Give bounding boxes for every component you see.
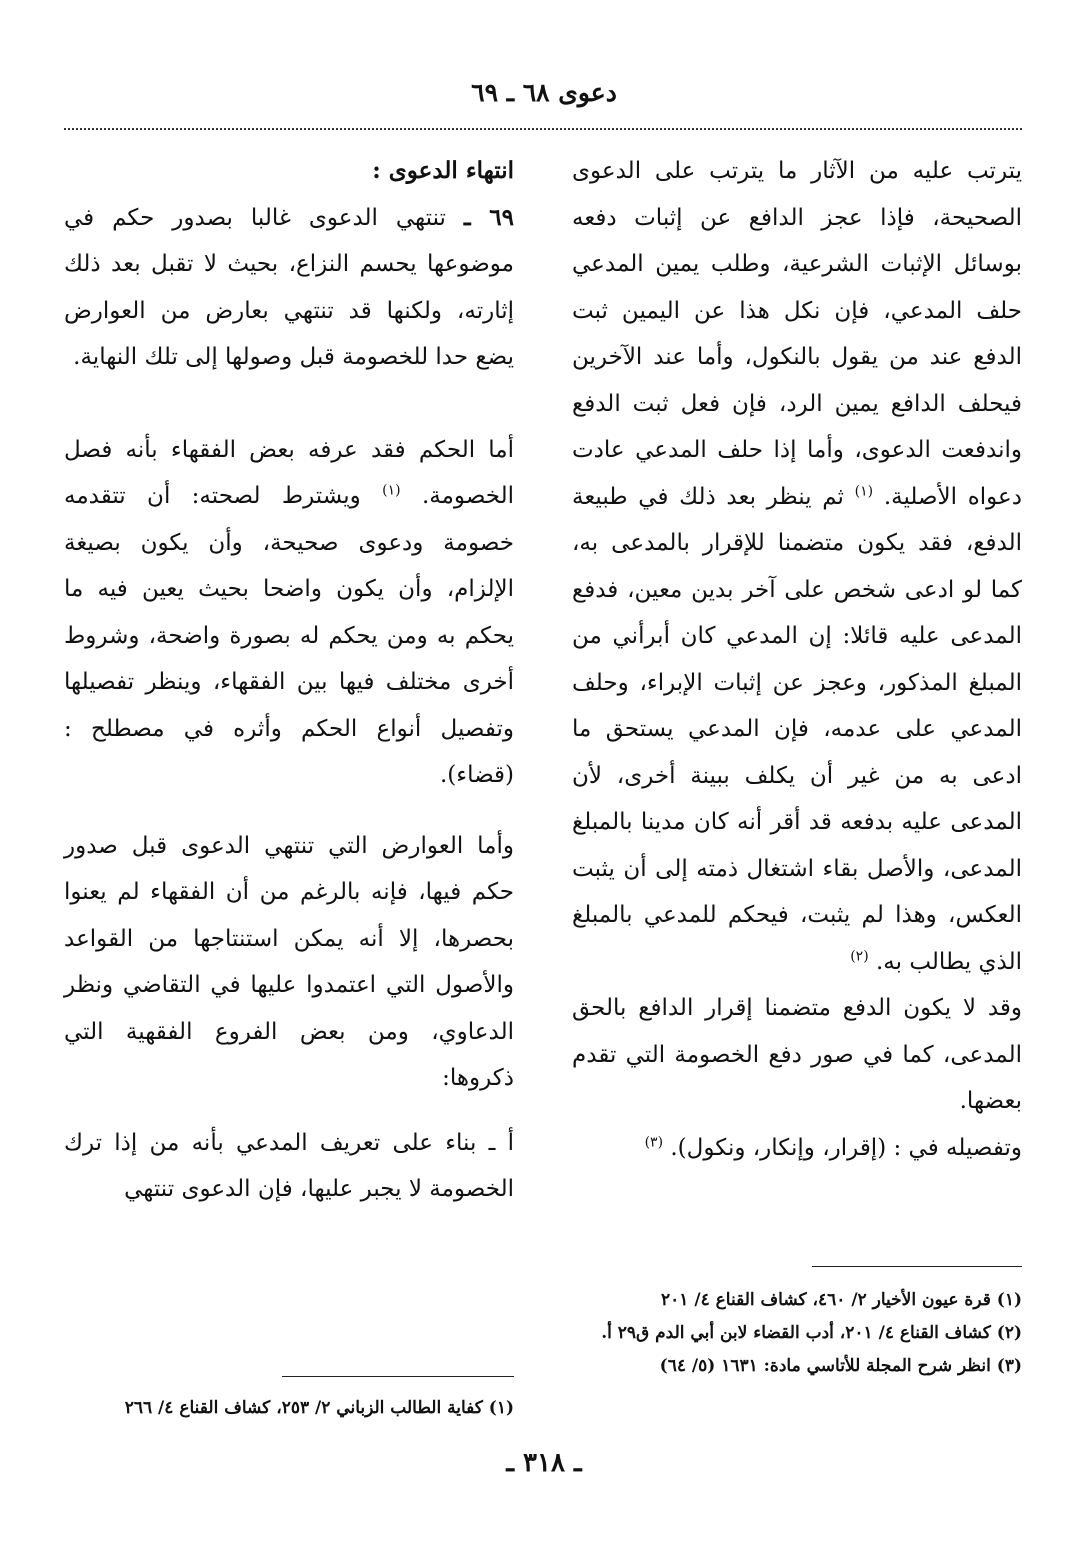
header-divider	[64, 128, 1022, 130]
section-heading: انتهاء الدعوى :	[372, 157, 514, 184]
paragraph: وأما العوارض التي تنتهي الدعوى قبل صدور حكم فيها، فإنه بالرغم من أن الفقهاء لم يعنوا بحصرها، إلا أنه يمكن استنتاجها من القواعد والأصول التي اعتمدوا عليها في التقاضي ونظر الدعاوي، ومن بعض الفروع الفقهية التي ذكروها:	[64, 832, 514, 1091]
paragraph: وتفصيله في : (إقرار، وإنكار، ونكول). $^{(٣)}$	[644, 1133, 1022, 1161]
footnote-ref: (٢)	[850, 947, 869, 964]
paragraph: أما الحكم فقد عرفه بعض الفقهاء بأنه فصل الخصومة. $^{(١)}$ ويشترط لصحته: أن تتقدمه خصومة ودعوى صحيحة، وأن يكون بصيغة الإلزام، وأن يكون واضحا بحيث يعين فيه ما يحكم به ومن يحكم له بصورة واضحة، وشروط أخرى مختلف فيها بين الفقهاء، وينظر تفصيلها وتفصيل أنواع الحكم وأثره في مصطلح : (قضاء).	[64, 436, 515, 788]
left-column	[64, 148, 514, 1213]
footnote-divider	[282, 1376, 514, 1377]
footnote-ref: (٣)	[644, 1133, 664, 1150]
page-number: ـ ٣١٨ ـ	[506, 1448, 582, 1478]
footnote-ref: (١)	[854, 482, 874, 499]
footnote: (١) كفاية الطالب الزباني ٢/ ٢٥٣، كشاف القناع ٤/ ٢٦٦	[124, 1398, 514, 1418]
footnotes-right	[572, 1284, 1022, 1383]
page-header-title: دعوى ٦٨ ـ ٦٩	[471, 78, 617, 107]
footnotes-left	[64, 1392, 514, 1425]
footnote: (٣) انظر شرح المجلة للأتاسي مادة: ١٦٣١ (٥/ ٦٤)	[659, 1356, 1022, 1376]
paragraph: أ ـ بناء على تعريف المدعي بأنه من إذا ترك الخصومة لا يجبر عليها، فإن الدعوى تنتهي	[64, 1129, 514, 1202]
footnote: (١) قرة عيون الأخيار ٢/ ٤٦٠، كشاف القناع ٤/ ٢٠١	[661, 1290, 1022, 1310]
footnote-ref: (١)	[382, 482, 401, 499]
footnote: (٢) كشاف القناع ٤/ ٢٠١، أدب القضاء لابن أبي الدم ق٢٩ أ.	[601, 1323, 1022, 1343]
paragraph: يترتب عليه من الآثار ما يترتب على الدعوى الصحيحة، فإذا عجز الدافع عن إثبات دفعه بوسائل الإثبات الشرعية، وطلب يمين المدعي حلف المدعي، فإن نكل هذا عن اليمين ثبت الدفع عند من يقول بالنكول، وأما عند الآخرين فيحلف الدافع يمين الرد، فإن فعل ثبت الدفع واندفعت الدعوى، وأما إذا حلف المدعي عادت دعواه الأصلية. $^{(١)}$ ثم ينظر بعد ذلك في طبيعة الدفع، فقد يكون متضمنا للإقرار بالمدعى به، كما لو ادعى شخص على آخر بدين معين، فدفع المدعى عليه قائلا: إن المدعي كان أبرأني من المبلغ المذكور، وعجز عن إثبات الإبراء، وحلف المدعي على عدمه، فإن المدعي يستحق ما ادعى به من غير أن يكلف ببينة أخرى، لأن المدعى عليه بدفعه قد أقر أنه كان مدينا بالمبلغ المدعى، والأصل بقاء اشتغال ذمته إلى أن يثبت العكس، وهذا لم يثبت، فيحكم للمدعي بالمبلغ الذي يطالب به. $^{(٢)}$	[572, 158, 1023, 975]
right-column	[572, 148, 1022, 1171]
footnote-divider	[812, 1266, 1022, 1267]
section-number: ٦٩ ـ	[463, 203, 514, 231]
paragraph: وقد لا يكون الدفع متضمنا إقرار الدافع بالحق المدعى، كما في صور دفع الخصومة التي تقدم بعضها.	[572, 995, 1022, 1114]
paragraph: ٦٩ ـ تنتهي الدعوى غالبا بصدور حكم في موضوعها يحسم النزاع، بحيث لا تقبل بعد ذلك إثارته، ولكنها قد تنتهي بعارض من العوارض يضع حدا للخصومة قبل وصولها إلى تلك النهاية.	[64, 203, 514, 370]
